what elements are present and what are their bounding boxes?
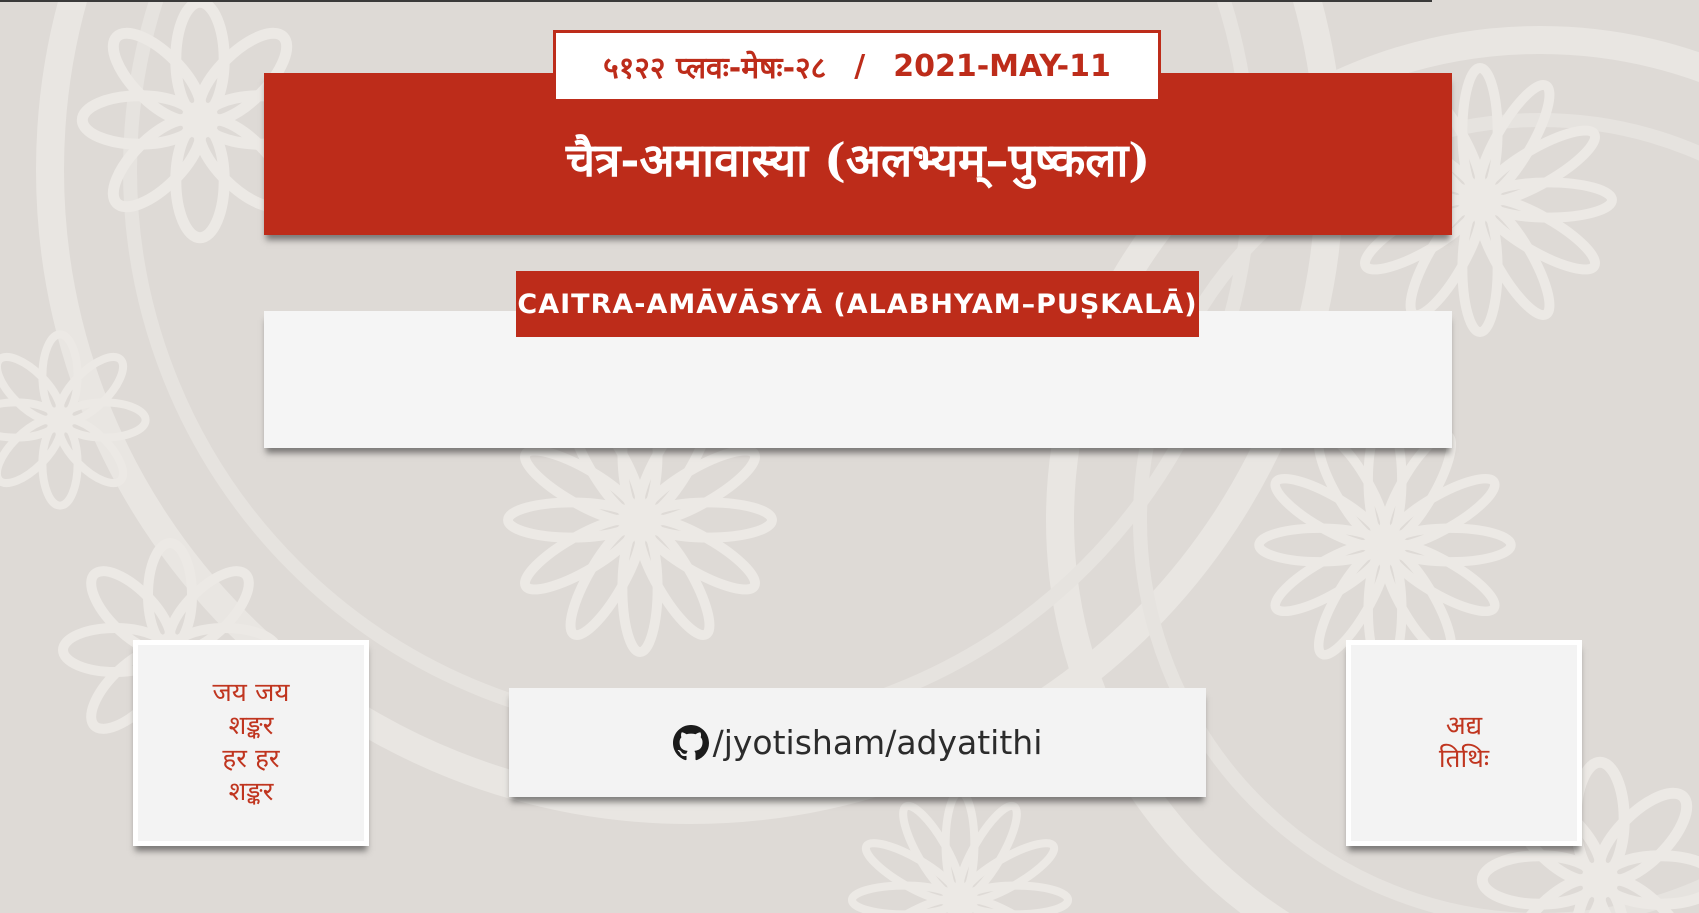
top-divider xyxy=(0,0,1432,2)
github-icon xyxy=(673,725,709,761)
right-label-box xyxy=(1346,640,1582,846)
github-link[interactable] xyxy=(509,688,1206,797)
github-link-text[interactable]: /jyotisham/adyatithi xyxy=(712,723,1043,762)
label-line: तिथिः xyxy=(1438,744,1490,774)
date-separator: / xyxy=(854,48,866,84)
tithi-title-devanagari: चैत्र-अमावास्या (अलभ्यम्–पुष्कला) xyxy=(565,133,1151,187)
greeting-line: शङ्कर xyxy=(228,777,274,807)
gregorian-date: 2021-MAY-11 xyxy=(893,48,1111,84)
date-tab xyxy=(553,30,1161,102)
label-line: अद्य xyxy=(1445,711,1483,741)
native-date: ५१२२ प्लवः-मेषः-२८ xyxy=(603,50,827,86)
left-greeting-box xyxy=(133,640,369,846)
greeting-line: जय जय xyxy=(212,678,290,708)
greeting-line: हर हर xyxy=(222,744,280,774)
tithi-title-transliteration: CAITRA-AMĀVĀSYĀ (ALABHYAM–PUṢKALĀ) xyxy=(516,271,1199,337)
greeting-line: शङ्कर xyxy=(228,711,274,741)
